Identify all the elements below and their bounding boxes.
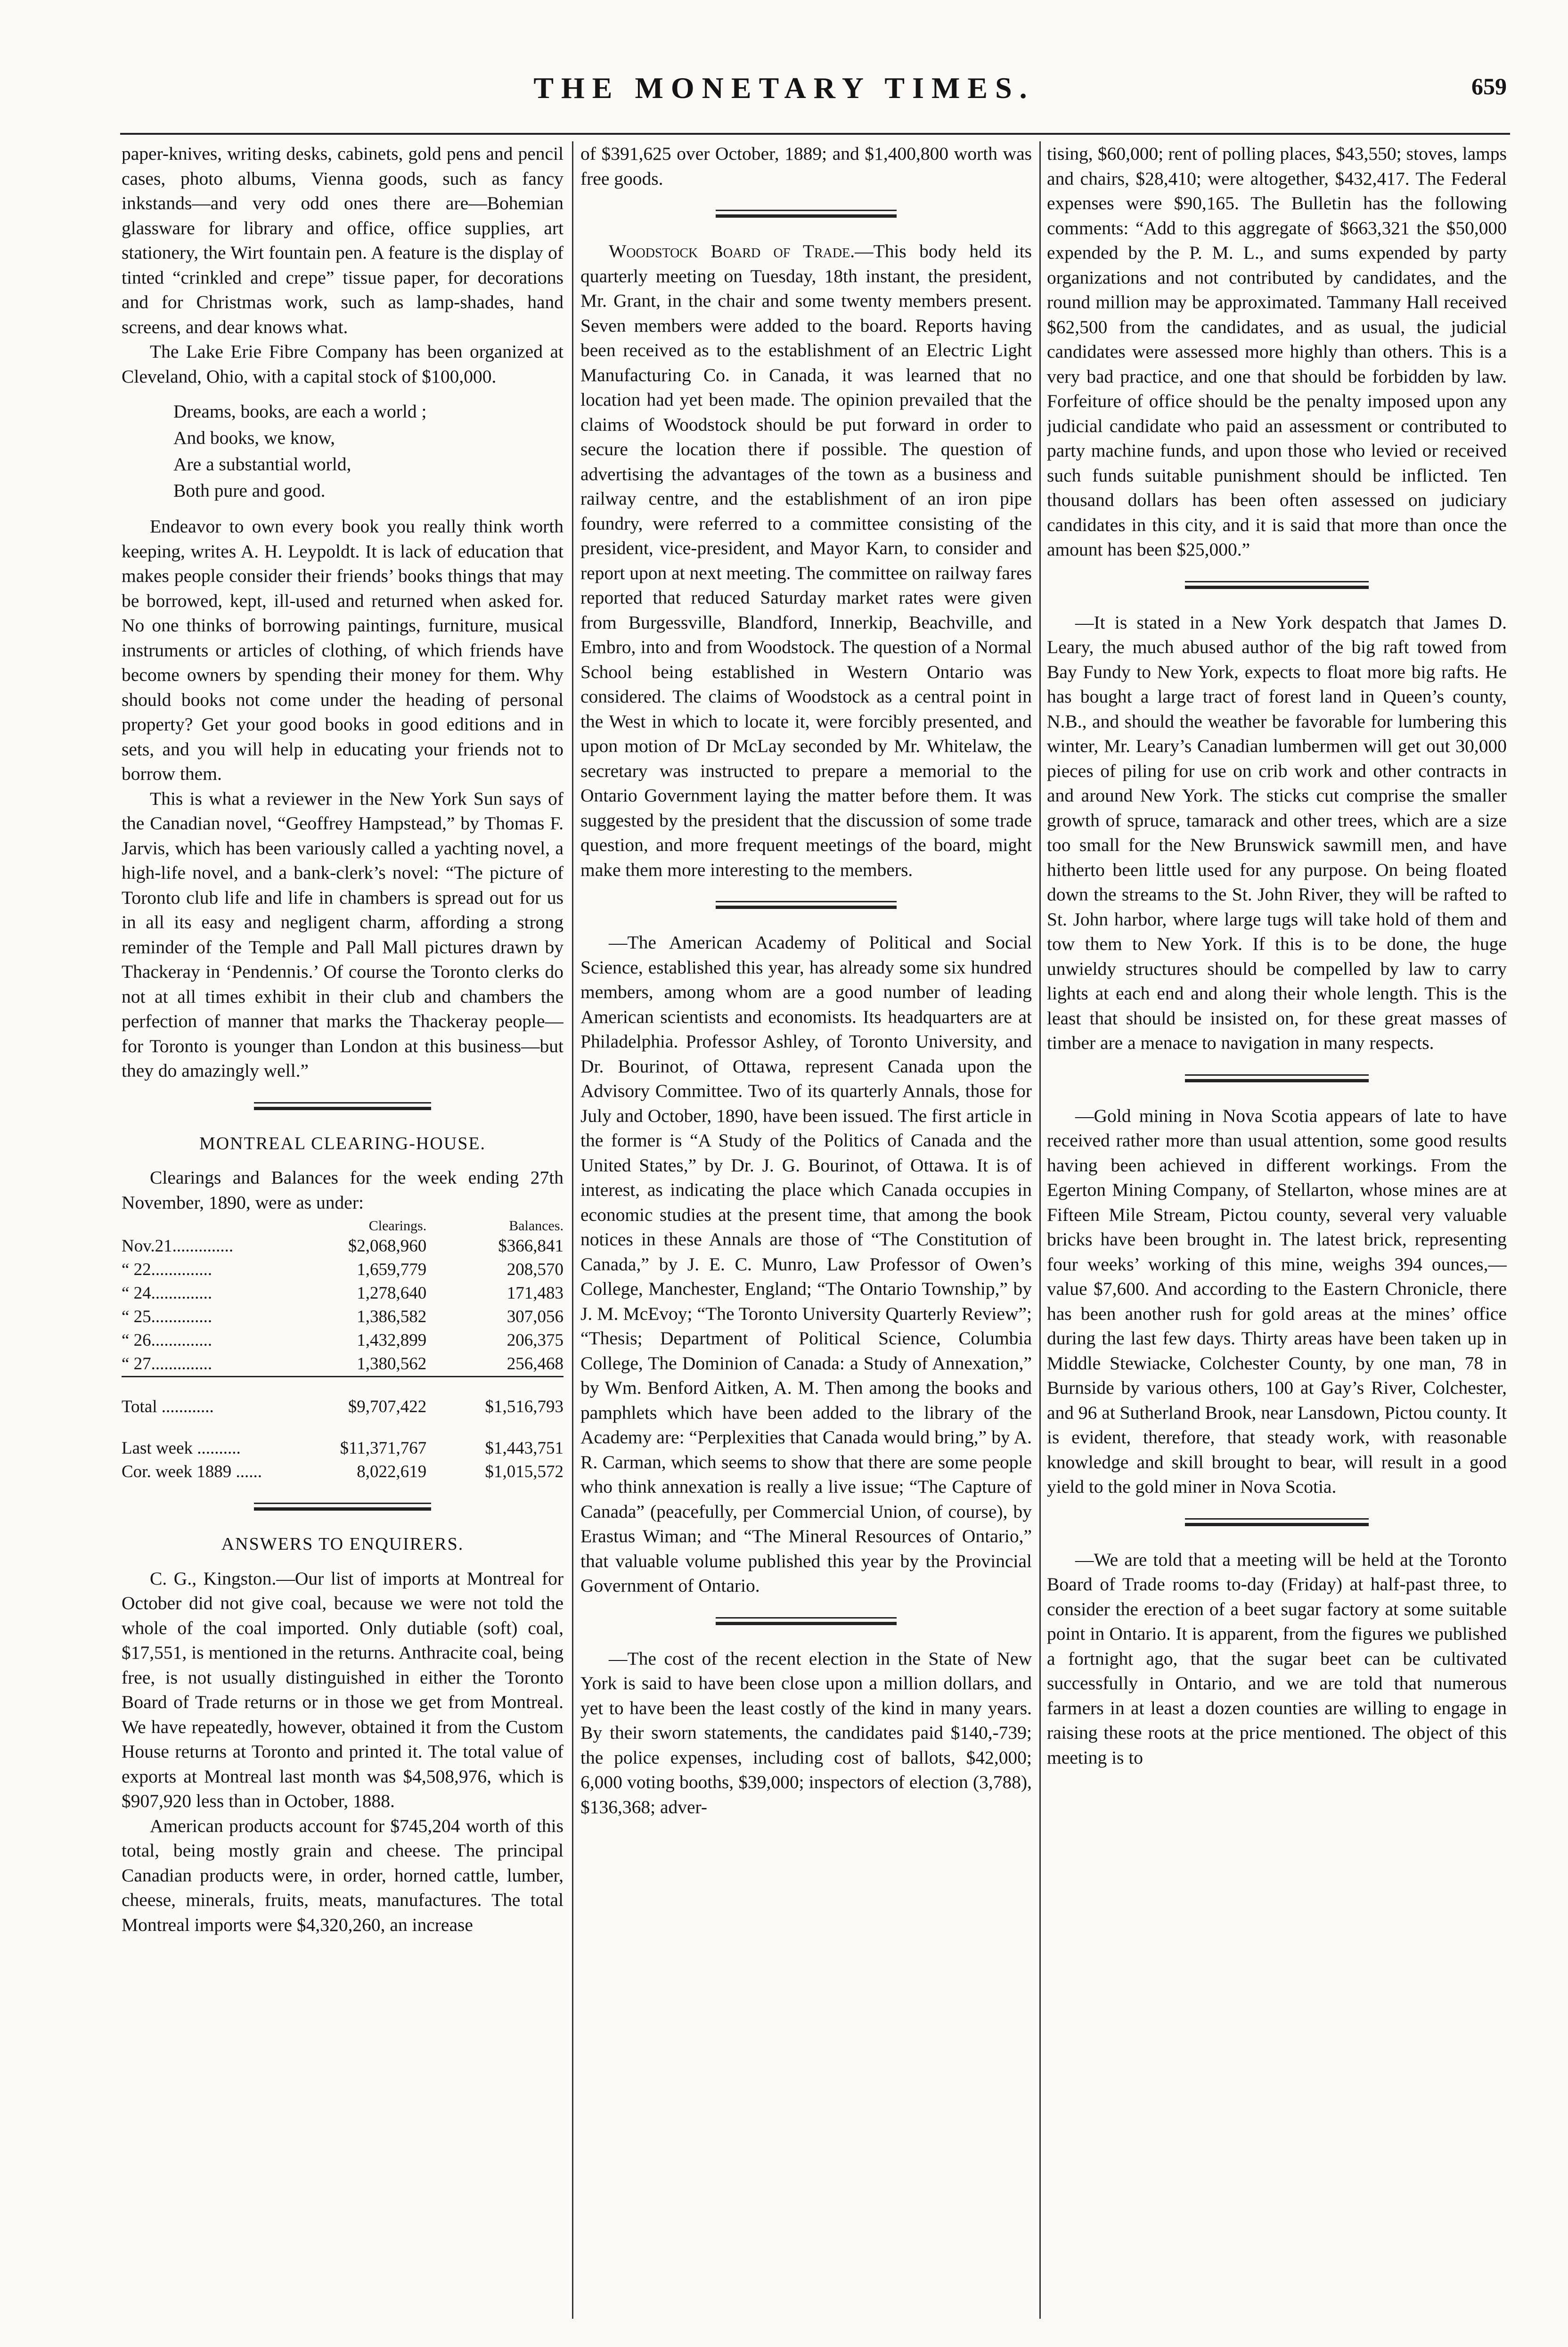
clearings-value: 1,380,562 (357, 1354, 427, 1374)
clearings-value: 1,278,640 (357, 1284, 427, 1303)
row-label: Last week .......... (122, 1439, 241, 1458)
paragraph: —We are told that a meeting will be held at the Toronto Board of Trade rooms to-day (Friday) at half-past three, to consider the erection of a beet sugar factory at some suitable point in Ontario. It is apparent, from the figures we published a fortnight ago, that the sugar beet can be cultivated successfully in Ontario, and we are told that numerous farmers in at least a dozen counties are willing to engage in raising these roots at the price mentioned. The object of this meeting is to (1047, 1549, 1507, 1768)
table-header: Clearings. (368, 1218, 427, 1234)
section-rule (1185, 1074, 1369, 1085)
table-row (122, 1329, 564, 1352)
column-1 (122, 141, 564, 2319)
table-row (122, 1352, 564, 1377)
table-row (122, 1258, 564, 1282)
paragraph: Clearings and Balances for the week ending 27th November, 1890, were as under: (122, 1167, 564, 1213)
column-3 (1047, 141, 1507, 2319)
table-row (122, 1460, 564, 1484)
paragraph (580, 239, 1032, 882)
section-rule (716, 901, 896, 911)
poem-line: And books, we know, (173, 427, 335, 448)
balances-value: 208,570 (506, 1260, 564, 1279)
paragraph: —The American Academy of Political and Social Science, established this year, has already some six hundred members, among whom are a good number of leading American scientists and economists. Its headquarters are at Philadelphia. Professor Ashley, of Toronto University, and Dr. Bourinot, of Ottawa, represent Canada upon the Advisory Committee. Two of its quarterly Annals, those for July and October, 1890, have been issued. The first article in the former is “A Study of the Politics of Canada and the United States,” by Dr. J. G. Bourinot, of Ottawa. It is of interest, as indicating the place which Canada occupies in economic studies at the present time, that among the book notices in these Annals are those of “The Constitution of Canada,” by J. E. C. Munro, Law Professor of Owen’s College, Manchester, England; “The Ontario Township,” by J. M. McEvoy; “The Toronto University Quarterly Review”; “Thesis; Department of Political Science, Columbia College, The Dominion of Canada: a Study of Annexation,” by Wm. Benford Aitken, A. M. Then among the books and pamphlets which have been added to the library of the Academy are: “Perplexities that Canada would bring,” by A. R. Carman, which seems to show that there are some people who think annexation is really a live issue; “The Capture of Canada” (peacefully, per Commercial Union, of course), by Erastus Wiman; and “The Mineral Resources of Ontario,” that valuable volume published this year by the Provincial Government of Ontario. (580, 932, 1032, 1596)
table-row (122, 1305, 564, 1329)
column-divider (1039, 141, 1041, 2319)
paragraph: —Gold mining in Nova Scotia appears of late to have received rather more than usual attention, some good results having been achieved in different workings. From the Egerton Mining Company, of Stellarton, whose mines are at Fifteen Mile Stream, Pictou county, several very valuable bricks have been brought in. The latest brick, representing four weeks’ working of this mine, weighs 394 ounces,—value $7,600. And according to the Eastern Chronicle, there has been another rush for gold areas at the mines’ office during the last few days. Thirty areas have been taken up in Middle Stewiacke, Colchester County, by one man, 78 in Burnside by various others, 100 at Gay’s River, Colchester, and 96 at Sutherland Brook, near Lansdown, Pictou county. It is evident, therefore, that steady work, with reasonable knowledge and skill brought to bear, will result in a good yield to the gold miner in Nova Scotia. (1047, 1105, 1507, 1497)
clearings-value: 1,386,582 (357, 1307, 427, 1326)
balances-value: 307,056 (506, 1307, 564, 1326)
column-divider (572, 141, 573, 2319)
balances-value: $1,516,793 (485, 1397, 564, 1416)
masthead (0, 71, 1568, 108)
table-total-row (122, 1377, 564, 1437)
header-rule (120, 133, 1510, 135)
paragraph: tising, $60,000; rent of polling places, $43,550; stoves, lamps and chairs, $28,410; were altogether, $432,417. The Federal expenses were $90,165. The Bulletin has the following comments: “Add to this aggregate of $663,321 the $50,000 expended by the P. M. L., and sums expended by party organizations and not contributed by candidates, and the round million may be approximated. Tammany Hall received $62,500 from the candidates, and as usual, the judicial candidates were assessed more highly than others. This is a very bad practice, and one that should be forbidden by law. Forfeiture of office should be the penalty imposed upon any judicial candidate who paid an assessment or contributed to party machine funds, and upon those who levied or received such funds suitable punishment should be inflicted. Ten thousand dollars has been often assessed on judiciary candidates in this city, and it is said that more than once the amount has been $25,000.” (1047, 143, 1507, 560)
section-rule (716, 1617, 896, 1627)
paragraph: Endeavor to own every book you really think worth keeping, writes A. H. Leypoldt. It is lack of education that makes people consider their friends’ books things that may be borrowed, kept, ill-used and returned when asked for. No one thinks of borrowing paintings, furniture, musical instruments or articles of clothing, of which friends have become owners by spending their money for them. Why should books not come under the heading of personal property? Get your good books in good editions and in sets, and you will help in educating your friends not to borrow them. (122, 516, 564, 784)
section-heading: ANSWERS TO ENQUIRERS. (221, 1534, 464, 1554)
balances-value: $1,443,751 (485, 1439, 564, 1458)
article-body: —This body held its quarterly meeting on Tuesday, 18th instant, the president, Mr. Grant, in the chair and some twenty members present. Seven members were added to the board. Reports having been received as to the establishment of an Electric Light Manufacturing Co. in Canada, it was learned that no location had yet been made. The opinion prevailed that the claims of Woodstock should be put forward in order to secure the location there if possible. The question of advertising the advantages of the town as a business and railway centre, and the establishment of an iron pipe foundry, were referred to a committee consisting of the president, vice-president, and Mayor Karn, to consider and report upon at next meeting. The committee on railway fares reported that reduced Saturday market rates were given from Burgessville, Blandford, Innerkip, Beachville, and Embro, into and from Woodstock. The question of a Normal School being established in Western Ontario was considered. The claims of Woodstock as a central point in the West in which to locate it, were forcibly presented, and upon motion of Dr McLay seconded by Mr. Whitelaw, the secretary was instructed to prepare a memorial to the Ontario Government laying the matter before them. It was suggested by the president that the discussion of some trade question, and more frequent meetings of the board, might make them more interesting to the members. (580, 241, 1032, 880)
paragraph: American products account for $745,204 worth of this total, being mostly grain and cheese. The principal Canadian products were, in order, horned cattle, lumber, cheese, minerals, fruits, meats, manufactures. The total Montreal imports were $4,320,260, an increase (122, 1815, 564, 1935)
table-row (122, 1282, 564, 1305)
clearing-table (122, 1218, 564, 1484)
balances-value: $1,015,572 (485, 1462, 564, 1481)
paragraph: —It is stated in a New York despatch that James D. Leary, the much abused author of the big raft towed from Bay Fundy to New York, expects to float more big rafts. He has bought a large tract of forest land in Queen’s county, N.B., and should the weather be favorable for lumbering this winter, Mr. Leary’s Canadian lumbermen will get out 30,000 pieces of piling for use on crib work and other contracts in and around New York. The sticks cut comprise the smaller growth of spruce, tamarack and other trees, which are a size too small for the New Brunswick sawmill men, and have hitherto been little used for any purpose. On being floated down the streams to the St. John River, they will be rafted to St. John harbor, where large tugs will take hold of them and tow them to New York. If this is to be done, the huge unwieldy structures should be compelled by law to carry lights at each end and along their whole length. This is the least that should be insisted on, for these great masses of timber are a menace to navigation in many respects. (1047, 612, 1507, 1053)
paragraph: C. G., Kingston.—Our list of imports at Montreal for October did not give coal, because we were not told the whole of the coal imported. Only dutiable (soft) coal, $17,551, is mentioned in the returns. Anthracite coal, being free, is not usually distinguished in either the Toronto Board of Trade returns or in those we get from Montreal. We have repeatedly, however, obtained it from the Custom House returns at Toronto and printed it. The total value of exports at Montreal last month was $4,508,976, which is $907,920 less than in October, 1888. (122, 1568, 564, 1811)
poem (173, 398, 564, 504)
clearings-value: 8,022,619 (357, 1462, 427, 1481)
paragraph: —The cost of the recent election in the State of New York is said to have been close upon a million dollars, and yet to have been the least costly of the kind in many years. By their sworn statements, the candidates paid $140,-739; the police expenses, including cost of ballots, $42,000; 6,000 voting booths, $39,000; inspectors of election (3,788), $136,368; adver- (580, 1648, 1032, 1817)
row-label: “ 26.............. (122, 1331, 212, 1350)
row-label: “ 24.............. (122, 1284, 212, 1303)
paragraph: of $391,625 over October, 1889; and $1,400,800 worth was free goods. (580, 143, 1032, 189)
table-header: Balances. (509, 1218, 564, 1234)
section-rule (254, 1503, 431, 1513)
section-rule (1185, 1518, 1369, 1529)
row-label: Nov.21.............. (122, 1236, 234, 1256)
clearings-value: $2,068,960 (348, 1236, 427, 1256)
row-label: Total ............ (122, 1397, 214, 1416)
table-row (122, 1437, 564, 1460)
balances-value: 256,468 (506, 1354, 564, 1374)
section-rule (1185, 581, 1369, 591)
row-label: “ 22.............. (122, 1260, 212, 1279)
page-number: 659 (1471, 73, 1507, 99)
table-row (122, 1235, 564, 1258)
paragraph: paper-knives, writing desks, cabinets, gold pens and pencil cases, photo albums, Vienna goods, such as fancy inkstands—and very odd ones there are—Bohemian glassware for library and office, office supplies, art stationery, the Wirt fountain pen. A feature is the display of tinted “crinkled and crepe” tissue paper, for decorations and for Christmas work, such as lamp-shades, hand screens, and dear knows what. (122, 143, 564, 337)
paragraph: The Lake Erie Fibre Company has been organized at Cleveland, Ohio, with a capital stock of $100,000. (122, 341, 564, 387)
clearings-value: 1,659,779 (357, 1260, 427, 1279)
row-label: “ 25.............. (122, 1307, 212, 1326)
row-label: “ 27.............. (122, 1354, 212, 1374)
section-heading: MONTREAL CLEARING-HOUSE. (199, 1133, 486, 1153)
poem-line: Both pure and good. (173, 480, 326, 501)
publication-title: THE MONETARY TIMES. (533, 71, 1035, 105)
clearings-value: $11,371,767 (340, 1439, 427, 1458)
balances-value: 171,483 (506, 1284, 564, 1303)
balances-value: 206,375 (506, 1331, 564, 1350)
section-rule (254, 1102, 431, 1112)
paragraph: This is what a reviewer in the New York Sun says of the Canadian novel, “Geoffrey Hampstead,” by Thomas F. Jarvis, which has been variously called a yachting novel, a high-life novel, and a bank-clerk’s novel: “The picture of Toronto club life and life in chambers is spread out for us in all its easy and negligent charm, affording a strong reminder of the Temple and Pall Mall pictures drawn by Thackeray in ‘Pendennis.’ Of course the Toronto clerks do not at all times exhibit in their club and chambers the perfection of manner that marks the Thackeray people—for Toronto is younger than London at this business—but they do amazingly well.” (122, 788, 564, 1081)
clearings-value: 1,432,899 (357, 1331, 427, 1350)
balances-value: $366,841 (498, 1236, 564, 1256)
row-label: Cor. week 1889 ...... (122, 1462, 262, 1481)
poem-line: Are a substantial world, (173, 454, 351, 474)
poem-line: Dreams, books, are each a world ; (173, 401, 427, 422)
clearings-value: $9,707,422 (348, 1397, 427, 1416)
section-rule (716, 210, 896, 220)
column-2 (580, 141, 1032, 2319)
article-lead: Woodstock Board of Trade. (609, 241, 855, 262)
